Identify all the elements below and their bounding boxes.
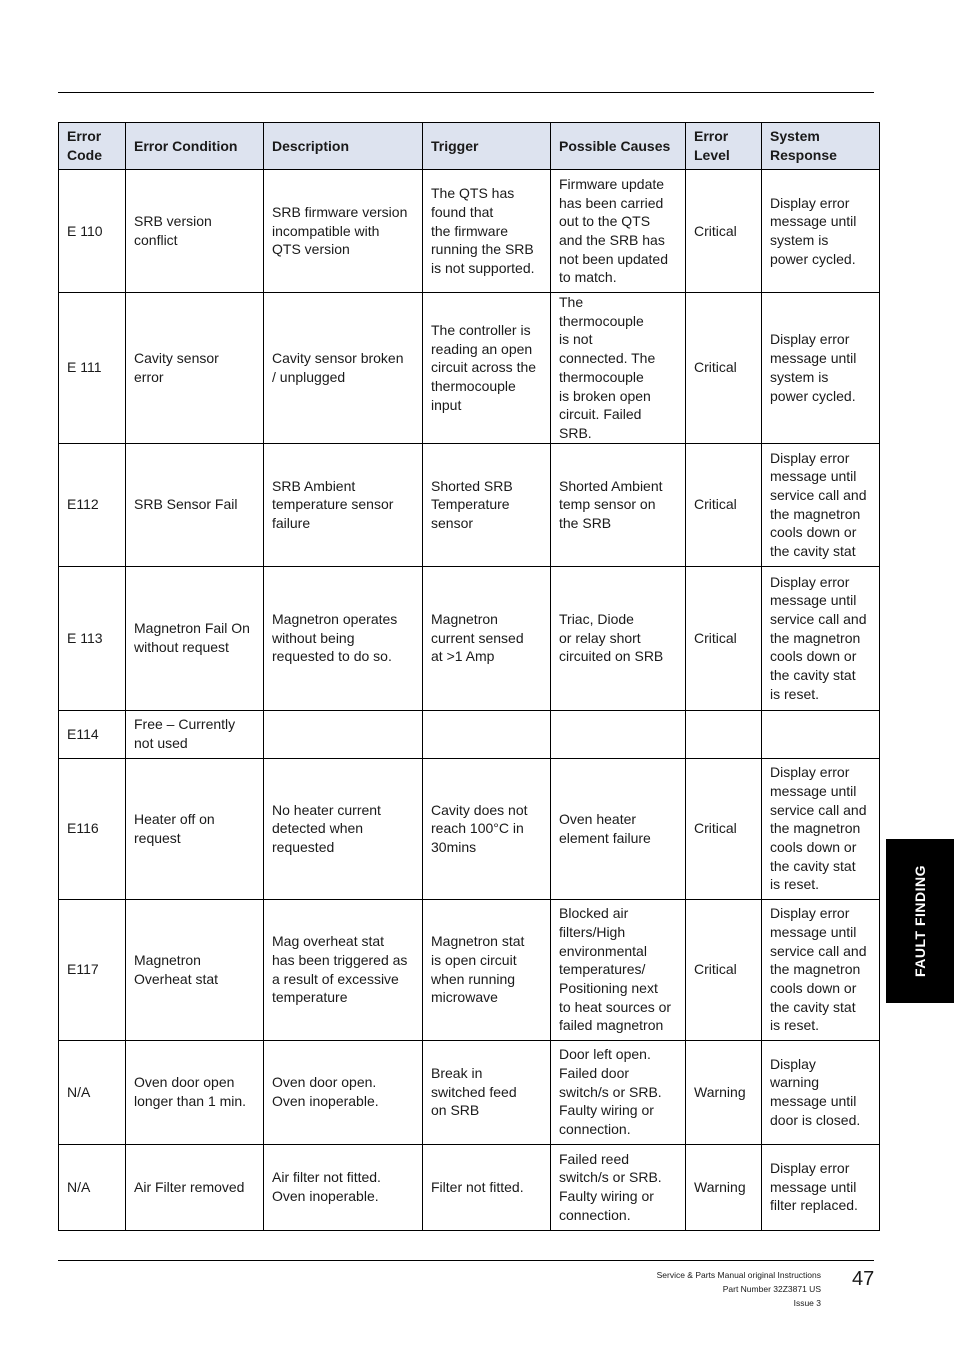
cell-system-response: Display error message until service call and the magnetron cools down or the cavity stat [762, 443, 880, 566]
cell-description: No heater current detected when requested [264, 758, 423, 899]
manual-title: Service & Parts Manual original Instructions [656, 1270, 821, 1280]
cell-error-level: Warning [686, 1040, 762, 1144]
footer-info [657, 1268, 821, 1310]
table-row [59, 1144, 880, 1230]
cell-possible-causes: Failed reed switch/s or SRB. Faulty wiring or connection. [551, 1144, 686, 1230]
cell-error-level [686, 710, 762, 758]
header-row [59, 123, 880, 170]
cell-possible-causes: Firmware update has been carried out to the QTS and the SRB has not been updated to match. [551, 170, 686, 293]
cell-error-condition: Oven door open longer than 1 min. [126, 1040, 264, 1144]
cell-possible-causes: Oven heater element failure [551, 758, 686, 899]
cell-possible-causes [551, 710, 686, 758]
cell-possible-causes: The thermocouple is not connected. The thermocouple is broken open circuit. Failed SRB. [551, 293, 686, 444]
table-body [59, 170, 880, 1231]
cell-error-condition: Magnetron Fail On without request [126, 566, 264, 710]
cell-error-level: Critical [686, 443, 762, 566]
cell-trigger: Magnetron current sensed at >1 Amp [423, 566, 551, 710]
cell-error-condition: SRB Sensor Fail [126, 443, 264, 566]
cell-error-level: Critical [686, 899, 762, 1040]
top-rule [58, 92, 874, 93]
cell-trigger: Magnetron stat is open circuit when running microwave [423, 899, 551, 1040]
cell-error-level: Critical [686, 758, 762, 899]
cell-trigger [423, 710, 551, 758]
cell-possible-causes: Triac, Diode or relay short circuited on SRB [551, 566, 686, 710]
table-row [59, 758, 880, 899]
header-error-code: Error Code [59, 123, 126, 170]
page-number: 47 [852, 1268, 875, 1290]
cell-error-code: N/A [59, 1040, 126, 1144]
cell-error-level: Critical [686, 293, 762, 444]
cell-trigger: Cavity does not reach 100°C in 30mins [423, 758, 551, 899]
cell-system-response: Display error message until filter replaced. [762, 1144, 880, 1230]
fault-table [58, 122, 880, 1231]
cell-error-condition: Air Filter removed [126, 1144, 264, 1230]
cell-error-condition: SRB version conflict [126, 170, 264, 293]
cell-description: Oven door open. Oven inoperable. [264, 1040, 423, 1144]
cell-description: Air filter not fitted. Oven inoperable. [264, 1144, 423, 1230]
header-trigger: Trigger [423, 123, 551, 170]
cell-error-level: Warning [686, 1144, 762, 1230]
cell-error-code: E116 [59, 758, 126, 899]
cell-system-response: Display error message until service call and the magnetron cools down or the cavity stat is reset. [762, 566, 880, 710]
table-row [59, 170, 880, 293]
section-tab [886, 839, 954, 1003]
header-error-level: Error Level [686, 123, 762, 170]
cell-error-level: Critical [686, 566, 762, 710]
cell-system-response [762, 710, 880, 758]
cell-error-condition: Free – Currently not used [126, 710, 264, 758]
table-row [59, 566, 880, 710]
cell-possible-causes: Shorted Ambient temp sensor on the SRB [551, 443, 686, 566]
cell-description: Cavity sensor broken / unplugged [264, 293, 423, 444]
table-row [59, 293, 880, 444]
table-row [59, 710, 880, 758]
cell-error-code: E117 [59, 899, 126, 1040]
cell-trigger: The QTS has found that the firmware running the SRB is not supported. [423, 170, 551, 293]
table-row [59, 443, 880, 566]
header-possible-causes: Possible Causes [551, 123, 686, 170]
cell-system-response: Display error message until service call and the magnetron cools down or the cavity stat is reset. [762, 758, 880, 899]
cell-error-code: E 113 [59, 566, 126, 710]
header-description: Description [264, 123, 423, 170]
cell-trigger: The controller is reading an open circuit across the thermocouple input [423, 293, 551, 444]
cell-error-code: E114 [59, 710, 126, 758]
cell-description: SRB firmware version incompatible with QTS version [264, 170, 423, 293]
cell-possible-causes: Door left open. Failed door switch/s or SRB. Faulty wiring or connection. [551, 1040, 686, 1144]
cell-trigger: Break in switched feed on SRB [423, 1040, 551, 1144]
cell-system-response: Display error message until service call and the magnetron cools down or the cavity stat is reset. [762, 899, 880, 1040]
cell-error-code: N/A [59, 1144, 126, 1230]
cell-error-condition: Cavity sensor error [126, 293, 264, 444]
cell-trigger: Shorted SRB Temperature sensor [423, 443, 551, 566]
cell-error-level: Critical [686, 170, 762, 293]
cell-system-response: Display error message until system is power cycled. [762, 170, 880, 293]
cell-description: Magnetron operates without being requested to do so. [264, 566, 423, 710]
cell-description [264, 710, 423, 758]
section-tab-label: FAULT FINDING [912, 864, 928, 978]
table-header [59, 123, 880, 170]
cell-system-response: Display warning message until door is closed. [762, 1040, 880, 1144]
cell-description: Mag overheat stat has been triggered as a result of excessive temperature [264, 899, 423, 1040]
cell-error-condition: Heater off on request [126, 758, 264, 899]
cell-error-code: E112 [59, 443, 126, 566]
table-row [59, 899, 880, 1040]
part-number: Part Number 32Z3871 US [722, 1284, 821, 1294]
table-row [59, 1040, 880, 1144]
cell-error-code: E 111 [59, 293, 126, 444]
header-error-condition: Error Condition [126, 123, 264, 170]
cell-description: SRB Ambient temperature sensor failure [264, 443, 423, 566]
cell-trigger: Filter not fitted. [423, 1144, 551, 1230]
cell-system-response: Display error message until system is power cycled. [762, 293, 880, 444]
header-system-response: System Response [762, 123, 880, 170]
cell-possible-causes: Blocked air filters/High environmental temperatures/ Positioning next to heat sources or failed magnetron [551, 899, 686, 1040]
cell-error-code: E 110 [59, 170, 126, 293]
issue-number: Issue 3 [793, 1298, 821, 1308]
bottom-rule [58, 1260, 874, 1261]
cell-error-condition: Magnetron Overheat stat [126, 899, 264, 1040]
